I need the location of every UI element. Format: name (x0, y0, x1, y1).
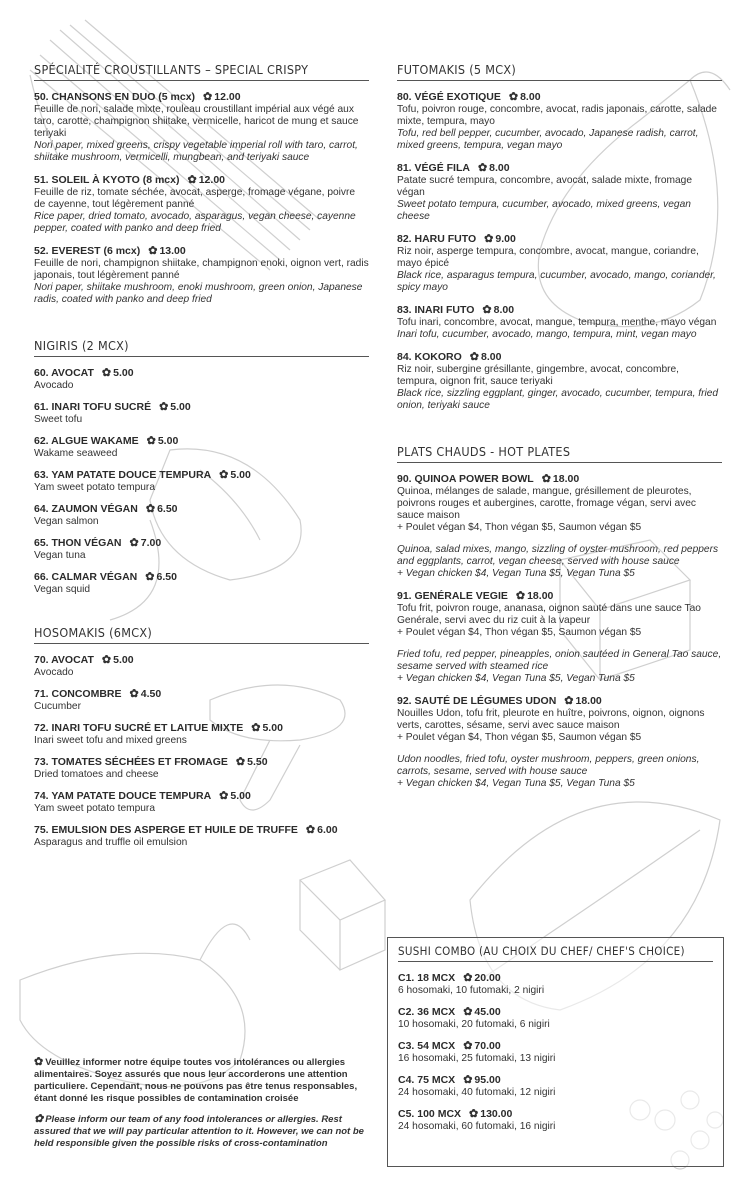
menu-item-header (397, 590, 722, 603)
flower-icon: ✿ (101, 367, 112, 379)
menu-item-name: 66. CALMAR VÉGAN (34, 571, 138, 583)
menu-item (34, 469, 369, 494)
menu-item-name: 84. KOKORO (397, 351, 462, 363)
section-title-hosomakis: HOSOMAKIS (6MCX) (34, 625, 369, 644)
menu-item (34, 722, 369, 747)
flower-icon: ✿ (508, 91, 519, 103)
menu-item (397, 473, 722, 580)
menu-item (398, 1006, 713, 1031)
menu-item-price-value: 5.00 (230, 469, 251, 481)
menu-item-price (463, 972, 501, 984)
menu-item-header (34, 401, 369, 414)
menu-item-description-fr: Yam sweet potato tempura (34, 803, 155, 814)
menu-item-price (148, 245, 186, 257)
flower-icon: ✿ (463, 1074, 473, 1086)
menu-item-description-fr: Cucumber (34, 701, 81, 712)
allergy-notice (34, 1056, 369, 1158)
menu-item-price (219, 790, 251, 802)
menu-item-price-value: 18.00 (575, 695, 602, 707)
menu-item-name: 72. INARI TOFU SUCRÉ ET LAITUE MIXTE (34, 722, 244, 734)
menu-item-header (34, 756, 369, 769)
flower-icon: ✿ (541, 473, 551, 485)
menu-item-header (397, 304, 722, 317)
menu-item-price (102, 654, 134, 666)
menu-item-price (484, 233, 516, 245)
menu-item-name: 51. SOLEIL À KYOTO (8 mcx) (34, 174, 180, 186)
allergy-notice-en: ✿ Please inform our team of any food intolerances or allergies. Rest assured that we will pay particular attention to it. However, we can not be held responsible given the possible risks of cross-contamination (34, 1113, 364, 1149)
flower-icon: ✿ (146, 435, 156, 447)
menu-item (397, 91, 722, 152)
menu-item (398, 972, 713, 997)
menu-item (34, 174, 369, 235)
menu-item-name: 62. ALGUE WAKAME (34, 435, 139, 447)
menu-item-price (469, 1108, 512, 1120)
menu-item-description-fr: Quinoa, mélanges de salade, mangue, grésillement de pleurotes, poivrons rouges et aubergines, carotte, fromage végan, servi avec sauce maison (397, 486, 696, 521)
menu-item-price (159, 401, 191, 413)
menu-item-price-value: 6.50 (156, 571, 177, 583)
menu-item-description-fr: Feuille de nori, salade mixte, rouleau croustillant impérial aux végé aux taro, carotte, champignon shiitake, vermicelle, haricot de mung et sauce teriyaki (34, 104, 359, 139)
menu-item-price-value: 130.00 (480, 1108, 513, 1120)
menu-item-price (203, 91, 241, 103)
menu-item-description-fr: Tofu, poivron rouge, concombre, avocat, radis japonais, carotte, salade mixte, tempura, mayo (397, 104, 717, 127)
menu-item-header (34, 469, 369, 482)
menu-item-name: 50. CHANSONS EN DUO (5 mcx) (34, 91, 196, 103)
menu-item-price-value: 70.00 (474, 1040, 501, 1052)
menu-item-header (397, 91, 722, 104)
futomakis-list (397, 91, 722, 412)
menu-item-header (34, 571, 369, 584)
flower-icon: ✿ (187, 174, 197, 186)
hotplates-list (397, 473, 722, 790)
menu-item-description-en: Fried tofu, red pepper, pineapples, onion sautéed in General Tao sauce, sesame served with steamed rice (397, 649, 722, 672)
menu-item-header (398, 1006, 713, 1019)
menu-item-price-value: 5.00 (113, 654, 134, 666)
menu-item-price-value: 8.00 (480, 351, 502, 363)
menu-item-name: 92. SAUTÉ DE LÉGUMES UDON (397, 695, 557, 707)
menu-item-description-en: Nori paper, mixed greens, crispy vegetable imperial roll with taro, carrot, shiitake mushroom, vermicelli, mungbean, and teriyaki sauce (34, 140, 358, 163)
menu-item (34, 654, 369, 679)
menu-item-price (478, 162, 510, 174)
flower-icon: ✿ (145, 503, 156, 515)
menu-item-header (397, 162, 722, 175)
menu-item-price (236, 756, 268, 768)
menu-item-header (34, 537, 369, 550)
menu-item-price (463, 1040, 501, 1052)
menu-item-description-en-extra: + Vegan chicken $4, Vegan Tuna $5, Vegan Tuna $5 (397, 778, 635, 789)
menu-item-header (34, 688, 369, 701)
menu-item-description-fr: Vegan squid (34, 584, 91, 595)
flower-icon: ✿ (145, 571, 155, 583)
menu-item-description-en: Tofu, red bell pepper, cucumber, avocado, Japanese radish, carrot, mixed greens, tempura, vegan mayo (397, 128, 699, 151)
flower-icon: ✿ (463, 972, 473, 984)
menu-item (397, 304, 722, 341)
flower-icon: ✿ (482, 304, 492, 316)
flower-icon: ✿ (159, 401, 169, 413)
menu-item-name: 52. EVEREST (6 mcx) (34, 245, 141, 257)
menu-item-price-value: 8.00 (520, 91, 541, 103)
menu-item-description-fr: Inari sweet tofu and mixed greens (34, 735, 187, 746)
menu-item-price-value: 6.00 (317, 824, 338, 836)
menu-item-description-fr: Riz noir, subergine grésillante, gingembre, avocat, concombre, tempura, oignon frit, sauce teriyaki (397, 364, 680, 387)
menu-item-price-value: 5.00 (262, 722, 283, 734)
menu-item-header (34, 722, 369, 735)
flower-icon: ✿ (484, 233, 494, 245)
menu-item-price (542, 473, 580, 485)
menu-item-name: 83. INARI FUTO (397, 304, 475, 316)
menu-item-description-fr: 24 hosomaki, 40 futomaki, 12 nigiri (398, 1087, 556, 1098)
flower-icon: ✿ (129, 537, 139, 549)
flower-icon: ✿ (463, 1006, 473, 1018)
menu-item-header (398, 972, 713, 985)
section-title-sushi-combo: SUSHI COMBO (AU CHOIX DU CHEF/ CHEF'S CHOICE) (398, 944, 713, 962)
menu-item-description-fr-extra: + Poulet végan $4, Thon végan $5, Saumon végan $5 (397, 627, 642, 638)
menu-item-header (34, 435, 369, 448)
menu-item-header (397, 695, 722, 708)
menu-item-price (102, 367, 134, 379)
menu-item-description-fr: Tofu inari, concombre, avocat, mangue, tempura, menthe, mayo végan (397, 317, 717, 328)
menu-item (34, 435, 369, 460)
menu-item-price-value: 18.00 (527, 590, 554, 602)
menu-item-description-fr: Riz noir, asperge tempura, concombre, avocat, mangue, coriandre, mayo épicé (397, 246, 699, 269)
menu-item (34, 537, 369, 562)
menu-item-price-value: 20.00 (474, 972, 501, 984)
menu-item-name: 65. THON VÉGAN (34, 537, 122, 549)
menu-item-name: 82. HARU FUTO (397, 233, 477, 245)
menu-item-name: 64. ZAUMON VÉGAN (34, 503, 138, 515)
menu-item-name: 80. VÉGÉ EXOTIQUE (397, 91, 501, 103)
menu-item-price-value: 5.00 (230, 790, 251, 802)
tofu-cube-illustration-2 (300, 860, 385, 970)
menu-item (34, 790, 369, 815)
menu-item-description-fr: 10 hosomaki, 20 futomaki, 6 nigiri (398, 1019, 550, 1030)
section-title-nigiris: NIGIRIS (2 MCX) (34, 338, 369, 357)
menu-item-name: C3. 54 MCX (398, 1040, 456, 1052)
menu-item-name: 71. CONCOMBRE (34, 688, 122, 700)
flower-icon: ✿ (219, 790, 229, 802)
flower-icon: ✿ (235, 756, 246, 768)
menu-item-description-en-extra: + Vegan chicken $4, Vegan Tuna $5, Vegan Tuna $5 (397, 673, 635, 684)
menu-item-price-value: 9.00 (495, 233, 516, 245)
menu-item-price (146, 503, 178, 515)
menu-item-header (34, 91, 369, 104)
menu-item-price (130, 688, 162, 700)
crispy-list (34, 91, 369, 306)
menu-item-description-fr: 16 hosomaki, 25 futomaki, 13 nigiri (398, 1053, 556, 1064)
menu-item-description-fr: Yam sweet potato tempura (34, 482, 155, 493)
menu-item-price-value: 18.00 (552, 473, 580, 485)
menu-item-description-fr-extra: + Poulet végan $4, Thon végan $5, Saumon végan $5 (397, 732, 642, 743)
allergy-notice-fr: ✿ Veuillez informer notre équipe toutes vos intolérances ou allergies alimentaires. Soyez assurés que nous leur accorderons une attention particuliere. Cependant, nous ne pouvons pas être tenus responsables, étant donné les risque possibles de contamination croisée (34, 1056, 358, 1104)
nigiris-list (34, 367, 369, 596)
menu-item-header (34, 824, 369, 837)
menu-item-price (306, 824, 338, 836)
menu-item-description-fr: 6 hosomaki, 10 futomaki, 2 nigiri (398, 985, 545, 996)
menu-item-name: 73. TOMATES SÉCHÉES ET FROMAGE (34, 756, 228, 768)
menu-item-price (251, 722, 283, 734)
menu-item-price (145, 571, 177, 583)
menu-item-price-value: 6.50 (157, 503, 178, 515)
menu-item-description-fr: Avocado (34, 380, 74, 391)
flower-icon: ✿ (469, 351, 479, 363)
flower-icon: ✿ (101, 654, 112, 666)
menu-item-description-fr: Dried tomatoes and cheese (34, 769, 159, 780)
menu-item-header (34, 503, 369, 516)
menu-item-price-value: 13.00 (159, 245, 186, 257)
menu-item (397, 233, 722, 294)
menu-item-name: 81. VÉGÉ FILA (397, 162, 470, 174)
menu-item-description-en: Sweet potato tempura, cucumber, avocado, mixed greens, vegan cheese (397, 199, 691, 222)
menu-item-price (509, 91, 541, 103)
menu-item-name: 90. QUINOA POWER BOWL (397, 473, 534, 485)
menu-item-name: 91. GENÉRALE VEGIE (397, 590, 508, 602)
menu-item-price (470, 351, 502, 363)
menu-item-header (397, 351, 722, 364)
menu-item-description-en: Udon noodles, fried tofu, oyster mushroom, peppers, green onions, carrots, sesame, served with house sauce (397, 754, 700, 777)
menu-item-description-fr: 24 hosomaki, 60 futomaki, 16 nigiri (398, 1121, 556, 1132)
menu-item-name: C2. 36 MCX (398, 1006, 456, 1018)
menu-item-price-value: 7.00 (140, 537, 162, 549)
menu-item-price (219, 469, 251, 481)
menu-item (34, 401, 369, 426)
menu-item-price-value: 95.00 (474, 1074, 501, 1086)
menu-item-name: C4. 75 MCX (398, 1074, 456, 1086)
menu-item (34, 688, 369, 713)
flower-icon: ✿ (305, 824, 316, 836)
menu-item-description-fr: Feuille de nori, champignon shiitake, champignon enoki, oignon vert, radis japonais, tout légèrement panné (34, 258, 369, 281)
menu-item-header (34, 174, 369, 187)
menu-item-description-fr: Sweet tofu (34, 414, 83, 425)
menu-item-price-value: 5.00 (170, 401, 191, 413)
menu-item-price (564, 695, 602, 707)
menu-item-price (463, 1074, 501, 1086)
menu-item (34, 245, 369, 306)
flower-icon: ✿ (203, 91, 213, 103)
menu-item-header (34, 790, 369, 803)
menu-item (397, 695, 722, 790)
menu-item (397, 162, 722, 223)
menu-item-description-fr: Nouilles Udon, tofu frit, pleurote en huître, poivrons, oignon, oignons verts, carottes, sésame, servi avec sauce maison (397, 708, 705, 731)
menu-item (34, 367, 369, 392)
menu-item-description-fr: Tofu frit, poivron rouge, ananasa, oignon sauté dans une sauce Tao Genérale, servi avec du riz cuit à la vapeur (397, 603, 701, 626)
menu-item (397, 590, 722, 685)
menu-item-price-value: 45.00 (474, 1006, 501, 1018)
menu-item (34, 503, 369, 528)
menu-item-name: 75. EMULSION DES ASPERGE ET HUILE DE TRUFFE (34, 824, 298, 836)
menu-item-price-value: 5.50 (247, 756, 268, 768)
menu-item-header (34, 245, 369, 258)
menu-item (34, 824, 369, 849)
menu-item-price (516, 590, 554, 602)
menu-item-name: 61. INARI TOFU SUCRÉ (34, 401, 152, 413)
sushi-combo-box (387, 937, 724, 1167)
flower-icon: ✿ (219, 469, 229, 481)
section-title-futomakis: FUTOMAKIS (5 MCX) (397, 62, 722, 81)
menu-item-price-value: 12.00 (198, 174, 225, 186)
flower-icon: ✿ (564, 695, 574, 707)
menu-item-price-value: 4.50 (140, 688, 162, 700)
hosomakis-list (34, 654, 369, 849)
flower-icon: ✿ (477, 162, 488, 174)
section-title-crispy: SPÉCIALITÉ CROUSTILLANTS – SPECIAL CRISPY (34, 62, 369, 81)
menu-item-header (397, 233, 722, 246)
menu-item-price-value: 5.00 (113, 367, 134, 379)
menu-item (34, 756, 369, 781)
flower-icon: ✿ (463, 1040, 473, 1052)
menu-item-description-fr: Vegan salmon (34, 516, 99, 527)
menu-item-description-fr: Vegan tuna (34, 550, 86, 561)
menu-item-name: C1. 18 MCX (398, 972, 456, 984)
combo-list (398, 972, 713, 1133)
menu-item-header (34, 367, 369, 380)
menu-item-header (34, 654, 369, 667)
menu-item-header (398, 1108, 713, 1121)
menu-item-price (482, 304, 514, 316)
menu-item (398, 1074, 713, 1099)
flower-icon: ✿ (469, 1108, 479, 1120)
menu-item-description-fr: Patate sucré tempura, concombre, avocat, salade mixte, fromage végan (397, 175, 693, 198)
menu-item-description-fr: Avocado (34, 667, 74, 678)
flower-icon: ✿ (148, 245, 158, 257)
flower-icon: ✿ (251, 722, 261, 734)
menu-item-price-value: 8.00 (493, 304, 515, 316)
right-column (397, 62, 722, 800)
menu-item-price (463, 1006, 501, 1018)
menu-item (34, 571, 369, 596)
menu-item-description-fr: Feuille de riz, tomate séchée, avocat, asperge, fromage végane, poivre de cayenne, tout légèrement panné (34, 187, 356, 210)
menu-item-description-fr: Asparagus and truffle oil emulsion (34, 837, 188, 848)
menu-item-price-value: 8.00 (489, 162, 510, 174)
menu-item-price (130, 537, 162, 549)
menu-item-price (147, 435, 179, 447)
menu-item-header (398, 1040, 713, 1053)
menu-item-name: C5. 100 MCX (398, 1108, 462, 1120)
menu-item-description-en: Inari tofu, cucumber, avocado, mango, tempura, mint, vegan mayo (397, 329, 697, 340)
flower-icon: ✿ (515, 590, 526, 602)
menu-item-price-value: 5.00 (157, 435, 179, 447)
left-column (34, 62, 369, 858)
menu-item-description-fr: Wakame seaweed (34, 448, 118, 459)
menu-item-description-fr-extra: + Poulet végan $4, Thon végan $5, Saumon végan $5 (397, 522, 642, 533)
menu-item-description-en: Rice paper, dried tomato, avocado, asparagus, vegan cheese, cayenne pepper, coated with panko and deep fried (34, 211, 356, 234)
menu-item-name: 74. YAM PATATE DOUCE TEMPURA (34, 790, 212, 802)
flower-icon: ✿ (34, 1056, 44, 1068)
menu-item (34, 91, 369, 164)
menu-item-header (398, 1074, 713, 1087)
flower-icon: ✿ (129, 688, 139, 700)
menu-item-header (397, 473, 722, 486)
menu-item (398, 1108, 713, 1133)
menu-item-name: 70. AVOCAT (34, 654, 94, 666)
menu-item-description-en: Black rice, sizzling eggplant, ginger, avocado, cucumber, tempura, fried onion, teriyaki sauce (397, 388, 719, 411)
menu-item (397, 351, 722, 412)
menu-item (398, 1040, 713, 1065)
section-title-hot-plates: PLATS CHAUDS - HOT PLATES (397, 444, 722, 463)
menu-item-price-value: 12.00 (214, 91, 241, 103)
menu-item-description-en-extra: + Vegan chicken $4, Vegan Tuna $5, Vegan Tuna $5 (397, 568, 635, 579)
flower-icon: ✿ (34, 1113, 44, 1125)
menu-item-name: 63. YAM PATATE DOUCE TEMPURA (34, 469, 212, 481)
menu-item-description-en: Nori paper, shiitake mushroom, enoki mushroom, green onion, Japanese radis, coated with panko and deep fried (34, 282, 363, 305)
menu-item-description-en: Quinoa, salad mixes, mango, sizzling of oyster mushroom, red peppers and eggplants, carrot, vegan cheese, served with house sauce (397, 544, 719, 567)
menu-item-name: 60. AVOCAT (34, 367, 94, 379)
menu-item-price (188, 174, 226, 186)
menu-item-description-en: Black rice, asparagus tempura, cucumber, avocado, mango, coriander, spicy mayo (397, 270, 716, 293)
